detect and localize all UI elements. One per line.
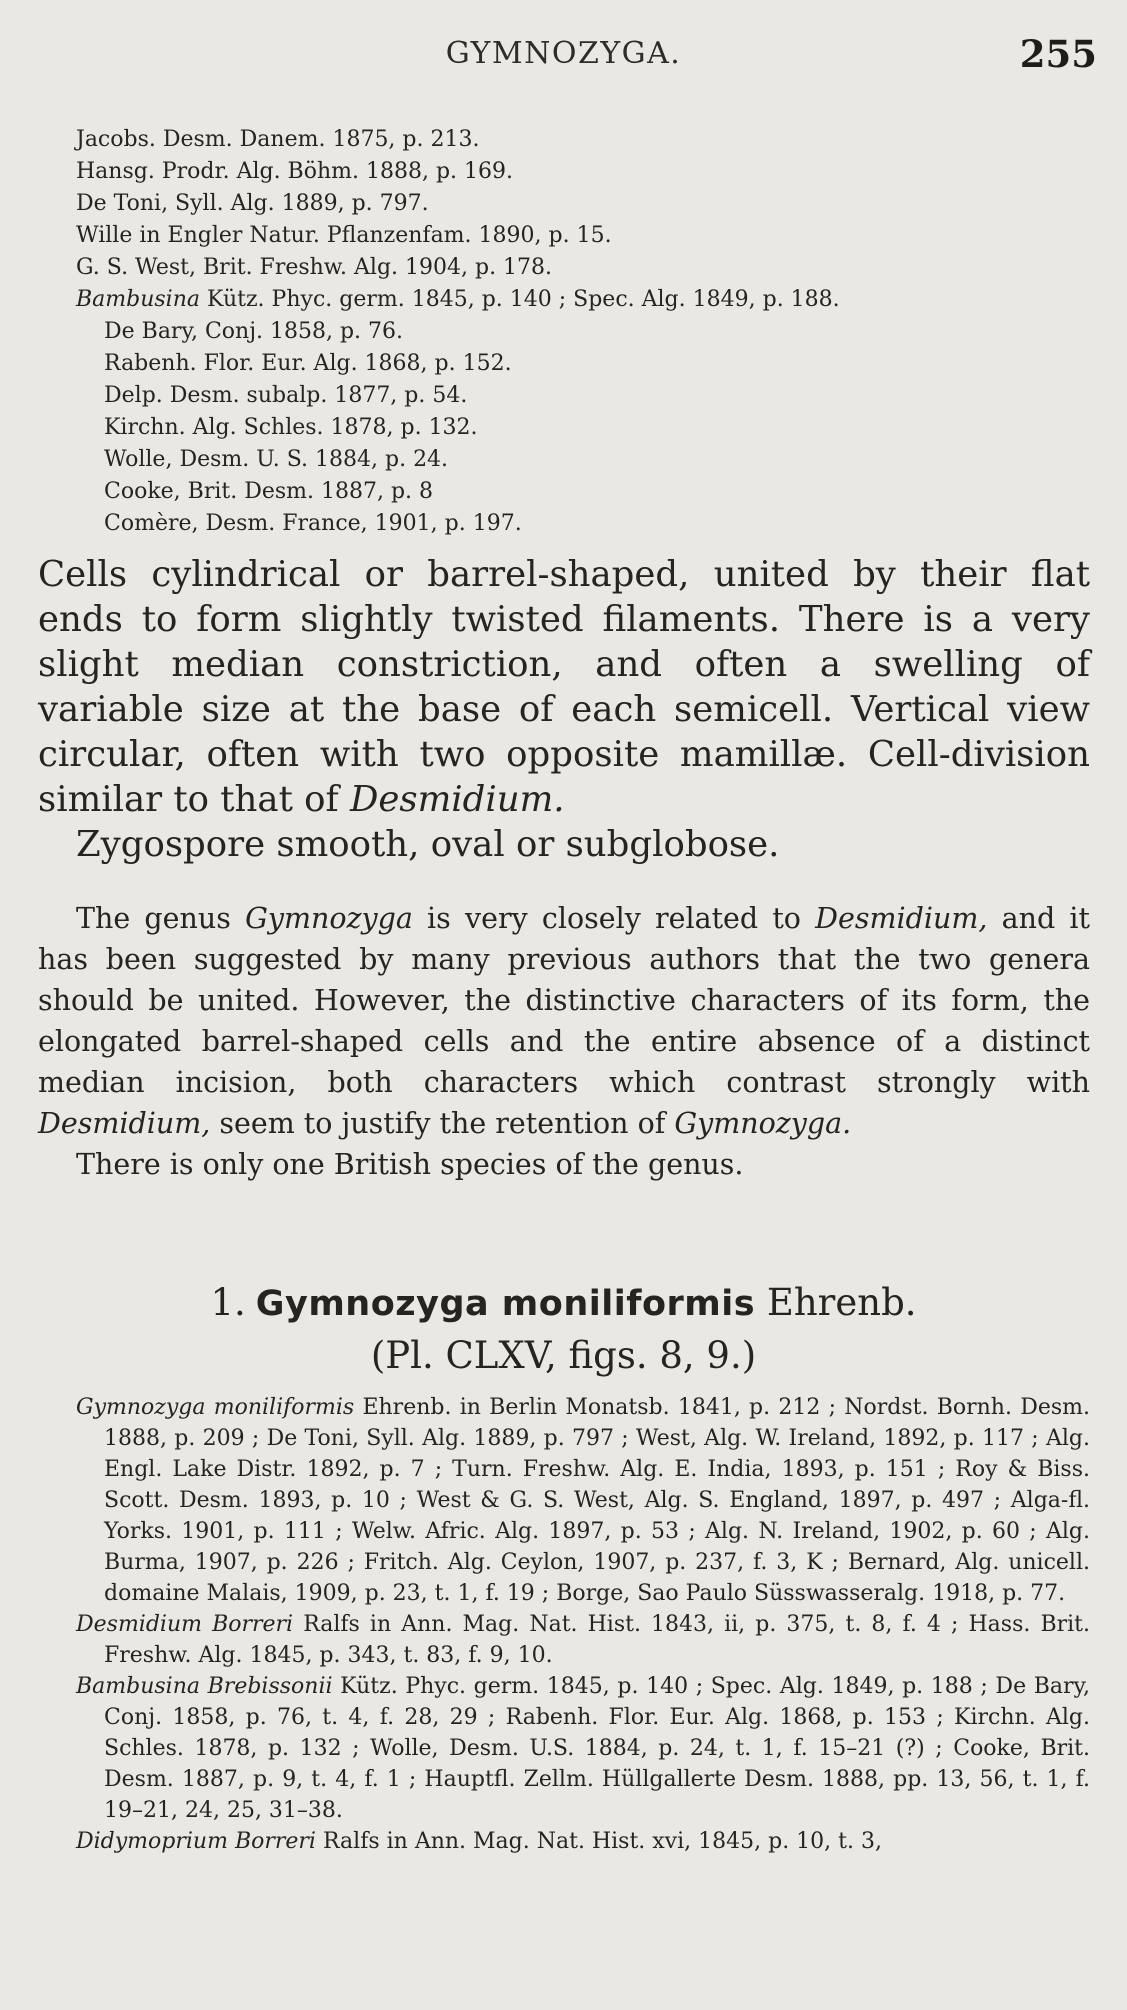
plate-reference: (Pl. CLXV, figs. 8, 9.): [370, 1334, 757, 1377]
synonymy-line: G. S. West, Brit. Freshw. Alg. 1904, p. 178.: [76, 255, 553, 280]
taxon-name: Desmidium Borreri: [76, 1612, 294, 1637]
synonymy-subline: Comère, Desm. France, 1901, p. 197.: [104, 511, 522, 536]
species-heading: [0, 1280, 1127, 1381]
taxon-name: Bambusina: [76, 287, 201, 312]
taxon-name: Desmidium.: [349, 779, 565, 820]
remarks-paragraph: The genus Gymnozyga is very closely related to Desmidium, and it has been suggested by many previous authors that the two genera should be united. However, the distinctive characters of its form, the elongated barrel-shaped cells and the entire absence of a distinct median incision, both characters which contrast strongly with Desmidium, seem to justify the retention of Gymnozyga.: [38, 902, 1091, 1140]
genus-description: [38, 552, 1090, 867]
reference-entry: [76, 1392, 1090, 1609]
synonymy-subline: De Bary, Conj. 1858, p. 76.: [104, 319, 404, 344]
taxon-name: Gymnozyga moniliformis: [76, 1395, 355, 1420]
reference-entry: [76, 1671, 1090, 1826]
synonymy-subline: Delp. Desm. subalp. 1877, p. 54.: [104, 383, 468, 408]
taxon-name: Gymnozyga.: [674, 1107, 852, 1140]
taxon-name: Desmidium,: [815, 902, 988, 935]
synonymy-line: Jacobs. Desm. Danem. 1875, p. 213.: [76, 127, 480, 152]
citation-text: Ralfs in Ann. Mag. Nat. Hist. xvi, 1845, p. 10, t. 3,: [315, 1829, 882, 1854]
page-header: [0, 32, 1127, 86]
synonymy-subline: Wolle, Desm. U. S. 1884, p. 24.: [104, 447, 449, 472]
synonymy-line: Hansg. Prodr. Alg. Böhm. 1888, p. 169.: [76, 159, 514, 184]
synonymy-line: Wille in Engler Natur. Pflanzenfam. 1890, p. 15.: [76, 223, 612, 248]
synonymy-line: De Toni, Syll. Alg. 1889, p. 797.: [76, 191, 429, 216]
synonymy-subline: Cooke, Brit. Desm. 1887, p. 8: [104, 479, 434, 504]
species-authority: Ehrenb.: [766, 1281, 917, 1324]
running-title: GYMNOZYGA.: [445, 36, 682, 71]
species-references: [76, 1392, 1090, 1857]
synonymy-line-bambusina: [76, 284, 1096, 316]
synonymy-subline: Rabenh. Flor. Eur. Alg. 1868, p. 152.: [104, 351, 512, 376]
synonymy-subline: Kirchn. Alg. Schles. 1878, p. 132.: [104, 415, 478, 440]
description-paragraph: Cells cylindrical or barrel-shaped, united by their flat ends to form slightly twisted filaments. There is a very slight median constriction, and often a swelling of variable size at the base of each semicell. Vertical view circular, often with two opposite mamillæ. Cell-division similar to that of Desmidium.: [38, 554, 1090, 820]
species-number: 1.: [210, 1281, 246, 1324]
reference-entry: [76, 1609, 1090, 1671]
taxon-name: Bambusina Brebissonii: [76, 1674, 333, 1699]
species-binomial: Gymnozyga moniliformis: [255, 1284, 756, 1324]
citation-text: Kütz. Phyc. germ. 1845, p. 140 ; Spec. Alg. 1849, p. 188 ; De Bary, Conj. 1858, p. 76, t. 4, f. 28, 29 ; Rabenh. Flor. Eur. Alg. 1868, p. 153 ; Kirchn. Alg. Schles. 1878, p. 132 ; Wolle, Desm. U.S. 1884, p. 24, t. 1, f. 15–21 (?) ; Cooke, Brit. Desm. 1887, p. 9, t. 4, f. 1 ; Hauptfl. Zellm. Hüllgallerte Desm. 1888, pp. 13, 56, t. 1, f. 19–21, 24, 25, 31–38.: [104, 1674, 1091, 1823]
taxon-name: Didymoprium Borreri: [76, 1829, 316, 1854]
page-number: 255: [1019, 32, 1097, 76]
reference-entry: [76, 1826, 1090, 1857]
genus-remarks: [38, 898, 1090, 1185]
genus-synonymy: [76, 124, 1096, 540]
species-count-paragraph: There is only one British species of the genus.: [76, 1148, 744, 1181]
citation-text: Ralfs in Ann. Mag. Nat. Hist. 1843, ii, p. 375, t. 8, f. 4 ; Hass. Brit. Freshw. Alg. 1845, p. 343, t. 83, f. 9, 10.: [104, 1612, 1090, 1668]
species-title: [0, 1280, 1127, 1327]
citation-text: Kütz. Phyc. germ. 1845, p. 140 ; Spec. Alg. 1849, p. 188.: [200, 287, 840, 312]
taxon-name: Desmidium,: [38, 1107, 211, 1140]
citation-text: Ehrenb. in Berlin Monatsb. 1841, p. 212 ; Nordst. Bornh. Desm. 1888, p. 209 ; De Toni, Syll. Alg. 1889, p. 797 ; West, Alg. W. Ireland, 1892, p. 117 ; Alg. Engl. Lake Distr. 1892, p. 7 ; Turn. Freshw. Alg. E. India, 1893, p. 151 ; Roy & Biss. Scott. Desm. 1893, p. 10 ; West & G. S. West, Alg. S. England, 1897, p. 497 ; Alga-fl. Yorks. 1901, p. 111 ; Welw. Afric. Alg. 1897, p. 53 ; Alg. N. Ireland, 1902, p. 60 ; Alg. Burma, 1907, p. 226 ; Fritch. Alg. Ceylon, 1907, p. 237, f. 3, K ; Bernard, Alg. unicell. domaine Malais, 1909, p. 23, t. 1, f. 19 ; Borge, Sao Paulo Süsswasseralg. 1918, p. 77.: [104, 1395, 1091, 1606]
taxon-name: Gymnozyga: [245, 902, 413, 935]
zygospore-paragraph: Zygospore smooth, oval or subglobose.: [76, 824, 780, 865]
